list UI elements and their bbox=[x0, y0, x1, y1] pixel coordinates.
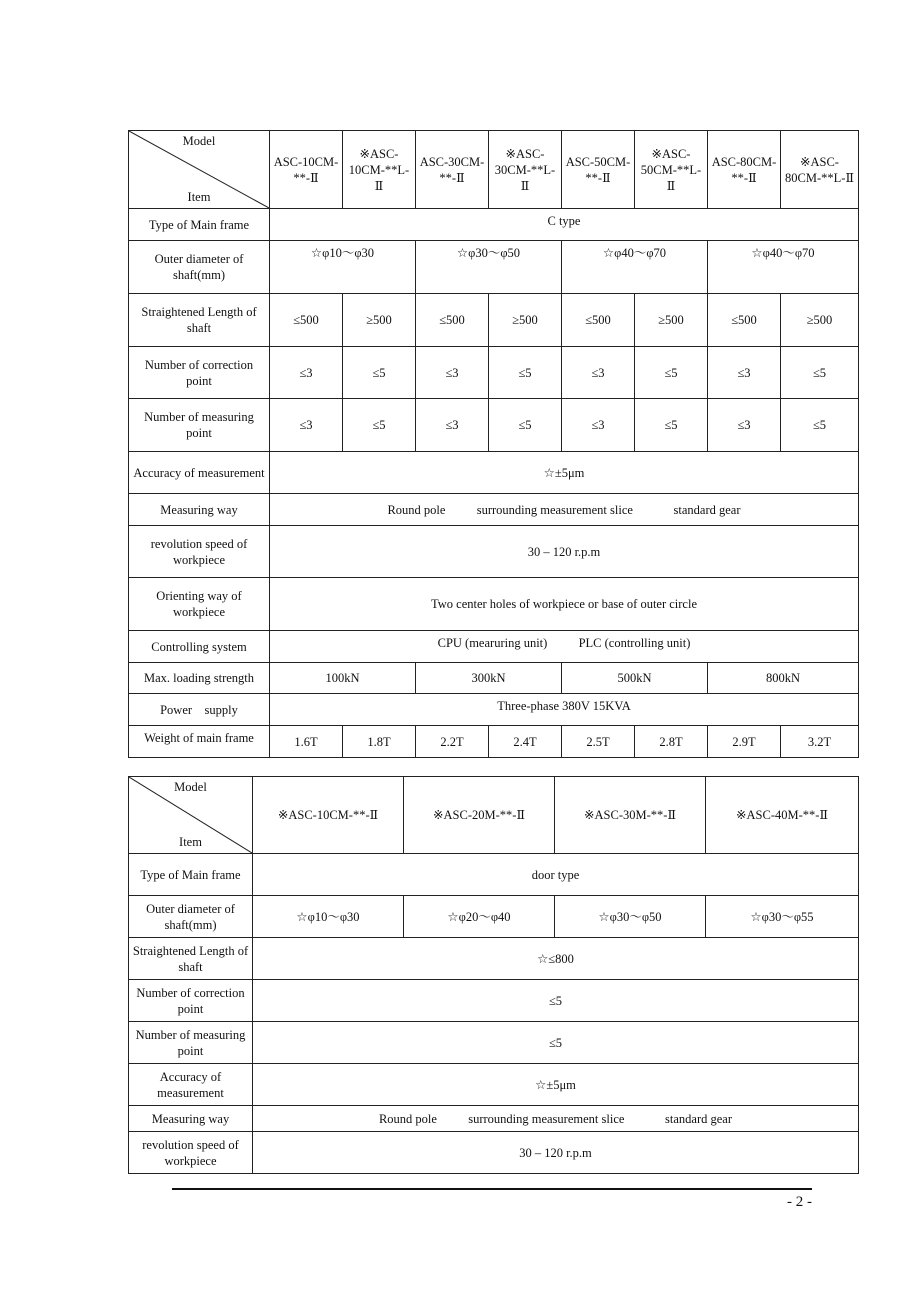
correction-value: ≤5 bbox=[781, 347, 859, 399]
row-label: Straightened Length of shaft bbox=[129, 938, 253, 980]
straightened-value: ≤500 bbox=[416, 294, 489, 347]
straightened-value: ≥500 bbox=[781, 294, 859, 347]
model-header: ※ASC-10CM-**L-Ⅱ bbox=[343, 131, 416, 209]
table-row bbox=[129, 294, 859, 347]
row-label: Outer diameter of shaft(mm) bbox=[129, 241, 270, 294]
measuring-point-value: ≤5 bbox=[343, 399, 416, 452]
correction-value: ≤5 bbox=[343, 347, 416, 399]
weight-value: 2.8T bbox=[635, 726, 708, 758]
straightened-value: ≥500 bbox=[343, 294, 416, 347]
correction-value: ≤5 bbox=[253, 980, 859, 1022]
table-row bbox=[129, 663, 859, 694]
table-row bbox=[129, 241, 859, 294]
model-label: Model bbox=[182, 134, 216, 148]
revolution-value: 30 – 120 r.p.m bbox=[253, 1132, 859, 1174]
row-label: Number of measuring point bbox=[129, 399, 270, 452]
correction-value: ≤3 bbox=[270, 347, 343, 399]
table-row bbox=[129, 631, 859, 663]
row-label: Number of measuring point bbox=[129, 1022, 253, 1064]
measuring-way-value: Round pole surrounding measurement slice standard gear bbox=[270, 494, 859, 526]
accuracy-value: ☆±5μm bbox=[270, 452, 859, 494]
row-label: Straightened Length of shaft bbox=[129, 294, 270, 347]
table-row bbox=[129, 896, 859, 938]
measuring-point-value: ≤3 bbox=[416, 399, 489, 452]
diameter-value: ☆φ30～φ50 bbox=[416, 241, 562, 294]
power-value: Three-phase 380V 15KVA bbox=[270, 694, 859, 726]
footer-rule bbox=[172, 1188, 812, 1190]
model-label: Model bbox=[174, 780, 207, 794]
measuring-way-value: Round pole surrounding measurement slice standard gear bbox=[253, 1106, 859, 1132]
model-header: ※ASC-80CM-**L-Ⅱ bbox=[781, 131, 859, 209]
measuring-point-value: ≤5 bbox=[253, 1022, 859, 1064]
diameter-value: ☆φ30～φ50 bbox=[555, 896, 706, 938]
measuring-point-value: ≤5 bbox=[635, 399, 708, 452]
row-label: Number of correction point bbox=[129, 980, 253, 1022]
model-header: ※ASC-20M-**-Ⅱ bbox=[404, 777, 555, 854]
straightened-value: ≤500 bbox=[562, 294, 635, 347]
model-header: ASC-80CM-**-Ⅱ bbox=[708, 131, 781, 209]
row-label: Power supply bbox=[129, 694, 270, 726]
table-row bbox=[129, 399, 859, 452]
loading-value: 500kN bbox=[562, 663, 708, 694]
row-label: Measuring way bbox=[129, 1106, 253, 1132]
straightened-value: ≥500 bbox=[489, 294, 562, 347]
diameter-value: ☆φ10～φ30 bbox=[253, 896, 404, 938]
diameter-value: ☆φ20～φ40 bbox=[404, 896, 555, 938]
diameter-value: ☆φ10～φ30 bbox=[270, 241, 416, 294]
page-number: - 2 - bbox=[787, 1194, 812, 1210]
spec-table-door-type bbox=[128, 776, 859, 1174]
header-row bbox=[129, 131, 859, 209]
table-row bbox=[129, 1132, 859, 1174]
model-header: ASC-30CM-**-Ⅱ bbox=[416, 131, 489, 209]
item-label: Item bbox=[187, 190, 211, 204]
diameter-value: ☆φ40～φ70 bbox=[708, 241, 859, 294]
loading-value: 300kN bbox=[416, 663, 562, 694]
measuring-point-value: ≤3 bbox=[270, 399, 343, 452]
loading-value: 800kN bbox=[708, 663, 859, 694]
weight-value: 2.9T bbox=[708, 726, 781, 758]
model-header: ASC-50CM-**-Ⅱ bbox=[562, 131, 635, 209]
row-label: Measuring way bbox=[129, 494, 270, 526]
table-row bbox=[129, 347, 859, 399]
straightened-value: ≤500 bbox=[708, 294, 781, 347]
correction-value: ≤3 bbox=[562, 347, 635, 399]
straightened-value: ≤500 bbox=[270, 294, 343, 347]
weight-value: 2.5T bbox=[562, 726, 635, 758]
table-row bbox=[129, 1064, 859, 1106]
measuring-point-value: ≤5 bbox=[489, 399, 562, 452]
row-label: Accuracy of measurement bbox=[129, 452, 270, 494]
straightened-value: ☆≤800 bbox=[253, 938, 859, 980]
row-label: Outer diameter of shaft(mm) bbox=[129, 896, 253, 938]
correction-value: ≤5 bbox=[635, 347, 708, 399]
row-label: revolution speed of workpiece bbox=[129, 1132, 253, 1174]
row-label: Type of Main frame bbox=[129, 854, 253, 896]
row-label: Accuracy of measurement bbox=[129, 1064, 253, 1106]
table-row bbox=[129, 980, 859, 1022]
straightened-value: ≥500 bbox=[635, 294, 708, 347]
row-label: Controlling system bbox=[129, 631, 270, 663]
model-header: ※ASC-50CM-**L-Ⅱ bbox=[635, 131, 708, 209]
measuring-point-value: ≤5 bbox=[781, 399, 859, 452]
header-row bbox=[129, 777, 859, 854]
spec-table-c-type bbox=[128, 130, 859, 758]
weight-value: 1.6T bbox=[270, 726, 343, 758]
row-label: Number of correction point bbox=[129, 347, 270, 399]
main-frame-value: C type bbox=[270, 209, 859, 241]
correction-value: ≤3 bbox=[708, 347, 781, 399]
measuring-point-value: ≤3 bbox=[708, 399, 781, 452]
weight-value: 2.2T bbox=[416, 726, 489, 758]
main-frame-value: door type bbox=[253, 854, 859, 896]
weight-value: 3.2T bbox=[781, 726, 859, 758]
row-label: revolution speed of workpiece bbox=[129, 526, 270, 578]
correction-value: ≤5 bbox=[489, 347, 562, 399]
weight-value: 1.8T bbox=[343, 726, 416, 758]
row-label: Type of Main frame bbox=[129, 209, 270, 241]
model-header: ※ASC-40M-**-Ⅱ bbox=[706, 777, 859, 854]
diameter-value: ☆φ40～φ70 bbox=[562, 241, 708, 294]
row-label: Max. loading strength bbox=[129, 663, 270, 694]
correction-value: ≤3 bbox=[416, 347, 489, 399]
table-row bbox=[129, 726, 859, 758]
model-header: ※ASC-30CM-**L-Ⅱ bbox=[489, 131, 562, 209]
table-row bbox=[129, 494, 859, 526]
table-row bbox=[129, 526, 859, 578]
table-row bbox=[129, 694, 859, 726]
item-label: Item bbox=[179, 835, 202, 849]
row-label: Orienting way of workpiece bbox=[129, 578, 270, 631]
model-header: ※ASC-30M-**-Ⅱ bbox=[555, 777, 706, 854]
weight-value: 2.4T bbox=[489, 726, 562, 758]
loading-value: 100kN bbox=[270, 663, 416, 694]
model-header: ※ASC-10CM-**-Ⅱ bbox=[253, 777, 404, 854]
controlling-value: CPU (mearuring unit) PLC (controlling unit) bbox=[270, 631, 859, 663]
row-label: Weight of main frame bbox=[129, 726, 270, 758]
table-row bbox=[129, 1106, 859, 1132]
table-row bbox=[129, 578, 859, 631]
model-header: ASC-10CM-**-Ⅱ bbox=[270, 131, 343, 209]
model-item-header bbox=[129, 777, 253, 854]
orienting-value: Two center holes of workpiece or base of outer circle bbox=[270, 578, 859, 631]
measuring-point-value: ≤3 bbox=[562, 399, 635, 452]
table-row bbox=[129, 209, 859, 241]
table-row bbox=[129, 1022, 859, 1064]
table-row bbox=[129, 452, 859, 494]
table-row bbox=[129, 938, 859, 980]
diameter-value: ☆φ30～φ55 bbox=[706, 896, 859, 938]
accuracy-value: ☆±5μm bbox=[253, 1064, 859, 1106]
model-item-header bbox=[129, 131, 270, 209]
revolution-value: 30 – 120 r.p.m bbox=[270, 526, 859, 578]
table-row bbox=[129, 854, 859, 896]
